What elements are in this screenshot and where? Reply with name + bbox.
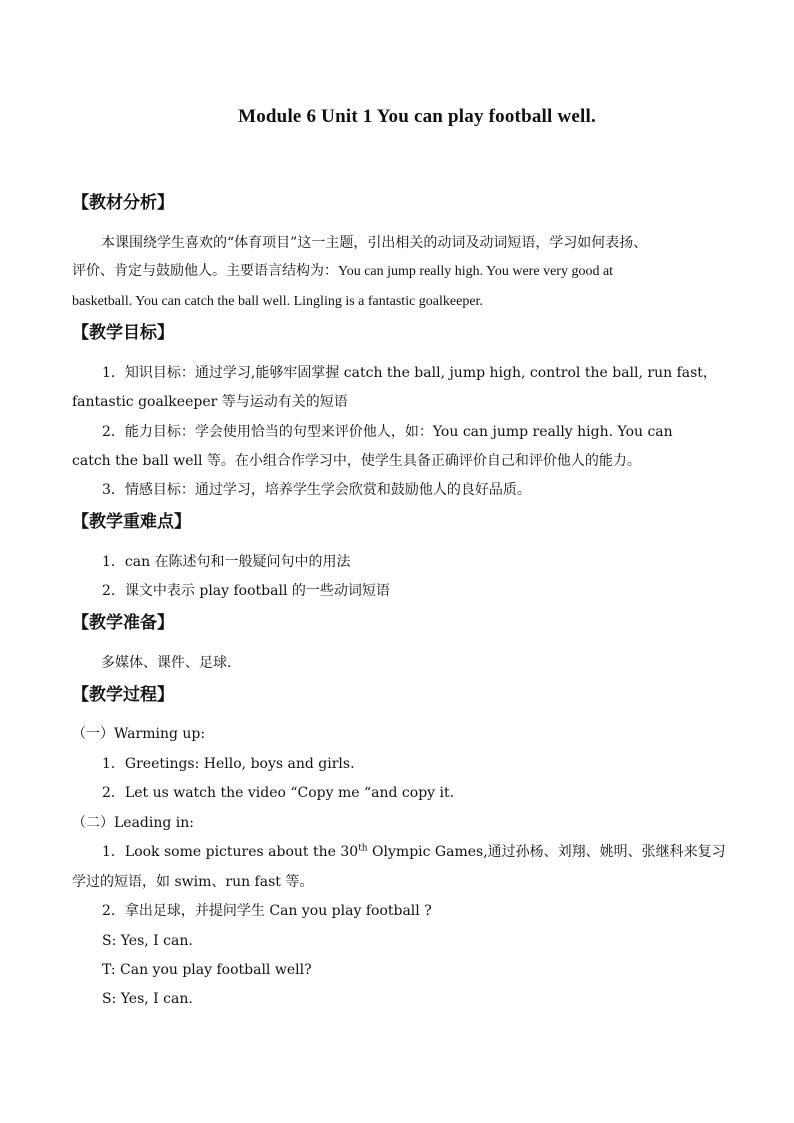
process-part1-title: （一）Warming up:: [72, 726, 206, 742]
ordinal-suffix: th: [358, 843, 368, 854]
key-point-line-2: 2．课文中表示 play football 的一些动词短语: [102, 583, 390, 599]
objective-line-4: catch the ball well 等。在小组合作学习中，使学生具备正确评价自己和评价他人的能力。: [72, 453, 641, 469]
heading-teaching-preparation: 【教学准备】: [72, 613, 174, 633]
heading-teaching-process: 【教学过程】: [72, 685, 174, 705]
process-part2-line-1-b: Olympic Games,通过孙杨、刘翔、姚明、张继科来复习: [367, 844, 726, 860]
analysis-line-1: 本课围绕学生喜欢的“体育项目”这一主题，引出相关的动词及动词短语，学习如何表扬、: [101, 235, 648, 251]
preparation-line: 多媒体、课件、足球.: [101, 655, 232, 671]
dialog-line-2: T: Can you play football well?: [102, 962, 312, 978]
heading-teaching-objectives: 【教学目标】: [72, 323, 174, 343]
process-part2-title: （二）Leading in:: [72, 815, 195, 831]
objective-line-2: fantastic goalkeeper 等与运动有关的短语: [72, 394, 348, 410]
process-part2-line-1: [102, 842, 726, 862]
objective-line-5: 3．情感目标：通过学习，培养学生学会欣赏和鼓励他人的良好品质。: [102, 482, 531, 498]
analysis-line-2: 评价、肯定与鼓励他人。主要语言结构为：You can jump really high. You were very good at: [72, 264, 614, 279]
dialog-line-3: S: Yes, I can.: [102, 991, 193, 1007]
process-part2-line-3: 2．拿出足球，并提问学生 Can you play football ?: [102, 903, 432, 919]
process-part1-line-1: 1．Greetings: Hello, boys and girls.: [102, 756, 355, 772]
heading-textbook-analysis: 【教材分析】: [72, 193, 174, 213]
analysis-line-3: basketball. You can catch the ball well. Lingling is a fantastic goalkeeper.: [72, 294, 483, 309]
process-part2-line-1-a: 1．Look some pictures about the 30: [102, 844, 359, 860]
document-title: Module 6 Unit 1 You can play football well.: [238, 106, 596, 127]
objective-line-3: 2．能力目标：学会使用恰当的句型来评价他人，如：You can jump really high. You can: [102, 424, 673, 440]
process-part1-line-2: 2．Let us watch the video “Copy me “and copy it.: [102, 785, 455, 801]
heading-key-difficult-points: 【教学重难点】: [72, 512, 191, 532]
dialog-line-1: S: Yes, I can.: [102, 933, 193, 949]
key-point-line-1: 1．can 在陈述句和一般疑问句中的用法: [102, 554, 351, 570]
process-part2-line-2: 学过的短语，如 swim、run fast 等。: [72, 874, 314, 890]
objective-line-1: 1．知识目标：通过学习,能够牢固掌握 catch the ball, jump high, control the ball, run fast，: [102, 365, 717, 381]
